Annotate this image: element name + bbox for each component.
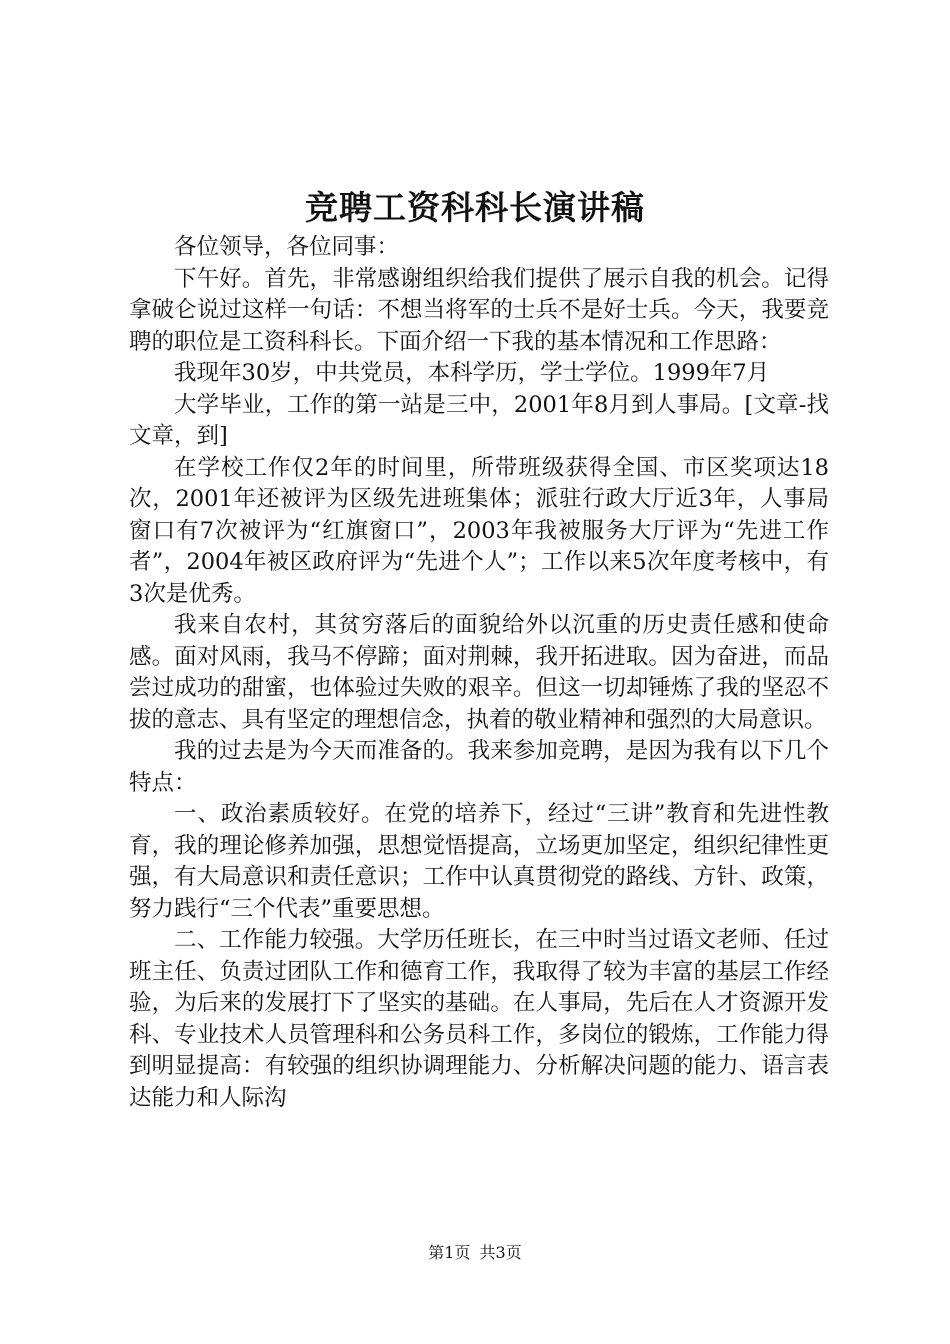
page-number-footer: 第1页 共3页 — [428, 1243, 522, 1262]
document-body — [129, 232, 829, 1114]
paragraph-achievements: 在学校工作仅2年的时间里，所带班级获得全国、市区奖项达18次，2001年还被评为区级先进班集体；派驻行政大厅近3年，人事局窗口有7次被评为“红旗窗口”，2003年我被服务大厅评为“先进工作者”，2004年被区政府评为“先进个人”；工作以来5次年度考核中，有3次是优秀。 — [129, 454, 829, 607]
paragraph-opening: 下午好。首先，非常感谢组织给我们提供了展示自我的机会。记得拿破仑说过这样一句话：不想当将军的士兵不是好士兵。今天，我要竞聘的职位是工资科科长。下面介绍一下我的基本情况和工作思路： — [129, 265, 829, 355]
paragraph-reasons-intro: 我的过去是为今天而准备的。我来参加竞聘，是因为我有以下几个特点： — [129, 738, 829, 796]
paragraph-basic-info: 我现年30岁，中共党员，本科学历，学士学位。1999年7月 — [174, 360, 770, 386]
paragraph-point-political: 一、政治素质较好。在党的培养下，经过“三讲”教育和先进性教育，我的理论修养加强，思想觉悟提高，立场更加坚定，组织纪律性更强，有大局意识和责任意识；工作中认真贯彻党的路线、方针、政策，努力践行“三个代表”重要思想。 — [129, 801, 829, 922]
paragraph-background: 我来自农村，其贫穷落后的面貌给外以沉重的历史责任感和使命感。面对风雨，我马不停蹄；面对荆棘，我开拓进取。因为奋进，而品尝过成功的甜蜜，也体验过失败的艰辛。但这一切却锤炼了我的坚忍不拔的意志、具有坚定的理想信念，执着的敬业精神和强烈的大局意识。 — [129, 612, 829, 733]
page-title: 竞聘工资科科长演讲稿 — [305, 188, 645, 227]
paragraph-greeting: 各位领导，各位同事： — [174, 234, 400, 260]
paragraph-graduation: 大学毕业，工作的第一站是三中，2001年8月到人事局。[文章-找文章，到] — [129, 391, 829, 449]
paragraph-point-ability: 二、工作能力较强。大学历任班长，在三中时当过语文老师、任过班主任、负责过团队工作和德育工作，我取得了较为丰富的基层工作经验，为后来的发展打下了坚实的基础。在人事局，先后在人才资源开发科、专业技术人员管理科和公务员科工作，多岗位的锻炼，工作能力得到明显提高：有较强的组织协调理能力、分析解决问题的能力、语言表达能力和人际沟 — [129, 927, 829, 1111]
